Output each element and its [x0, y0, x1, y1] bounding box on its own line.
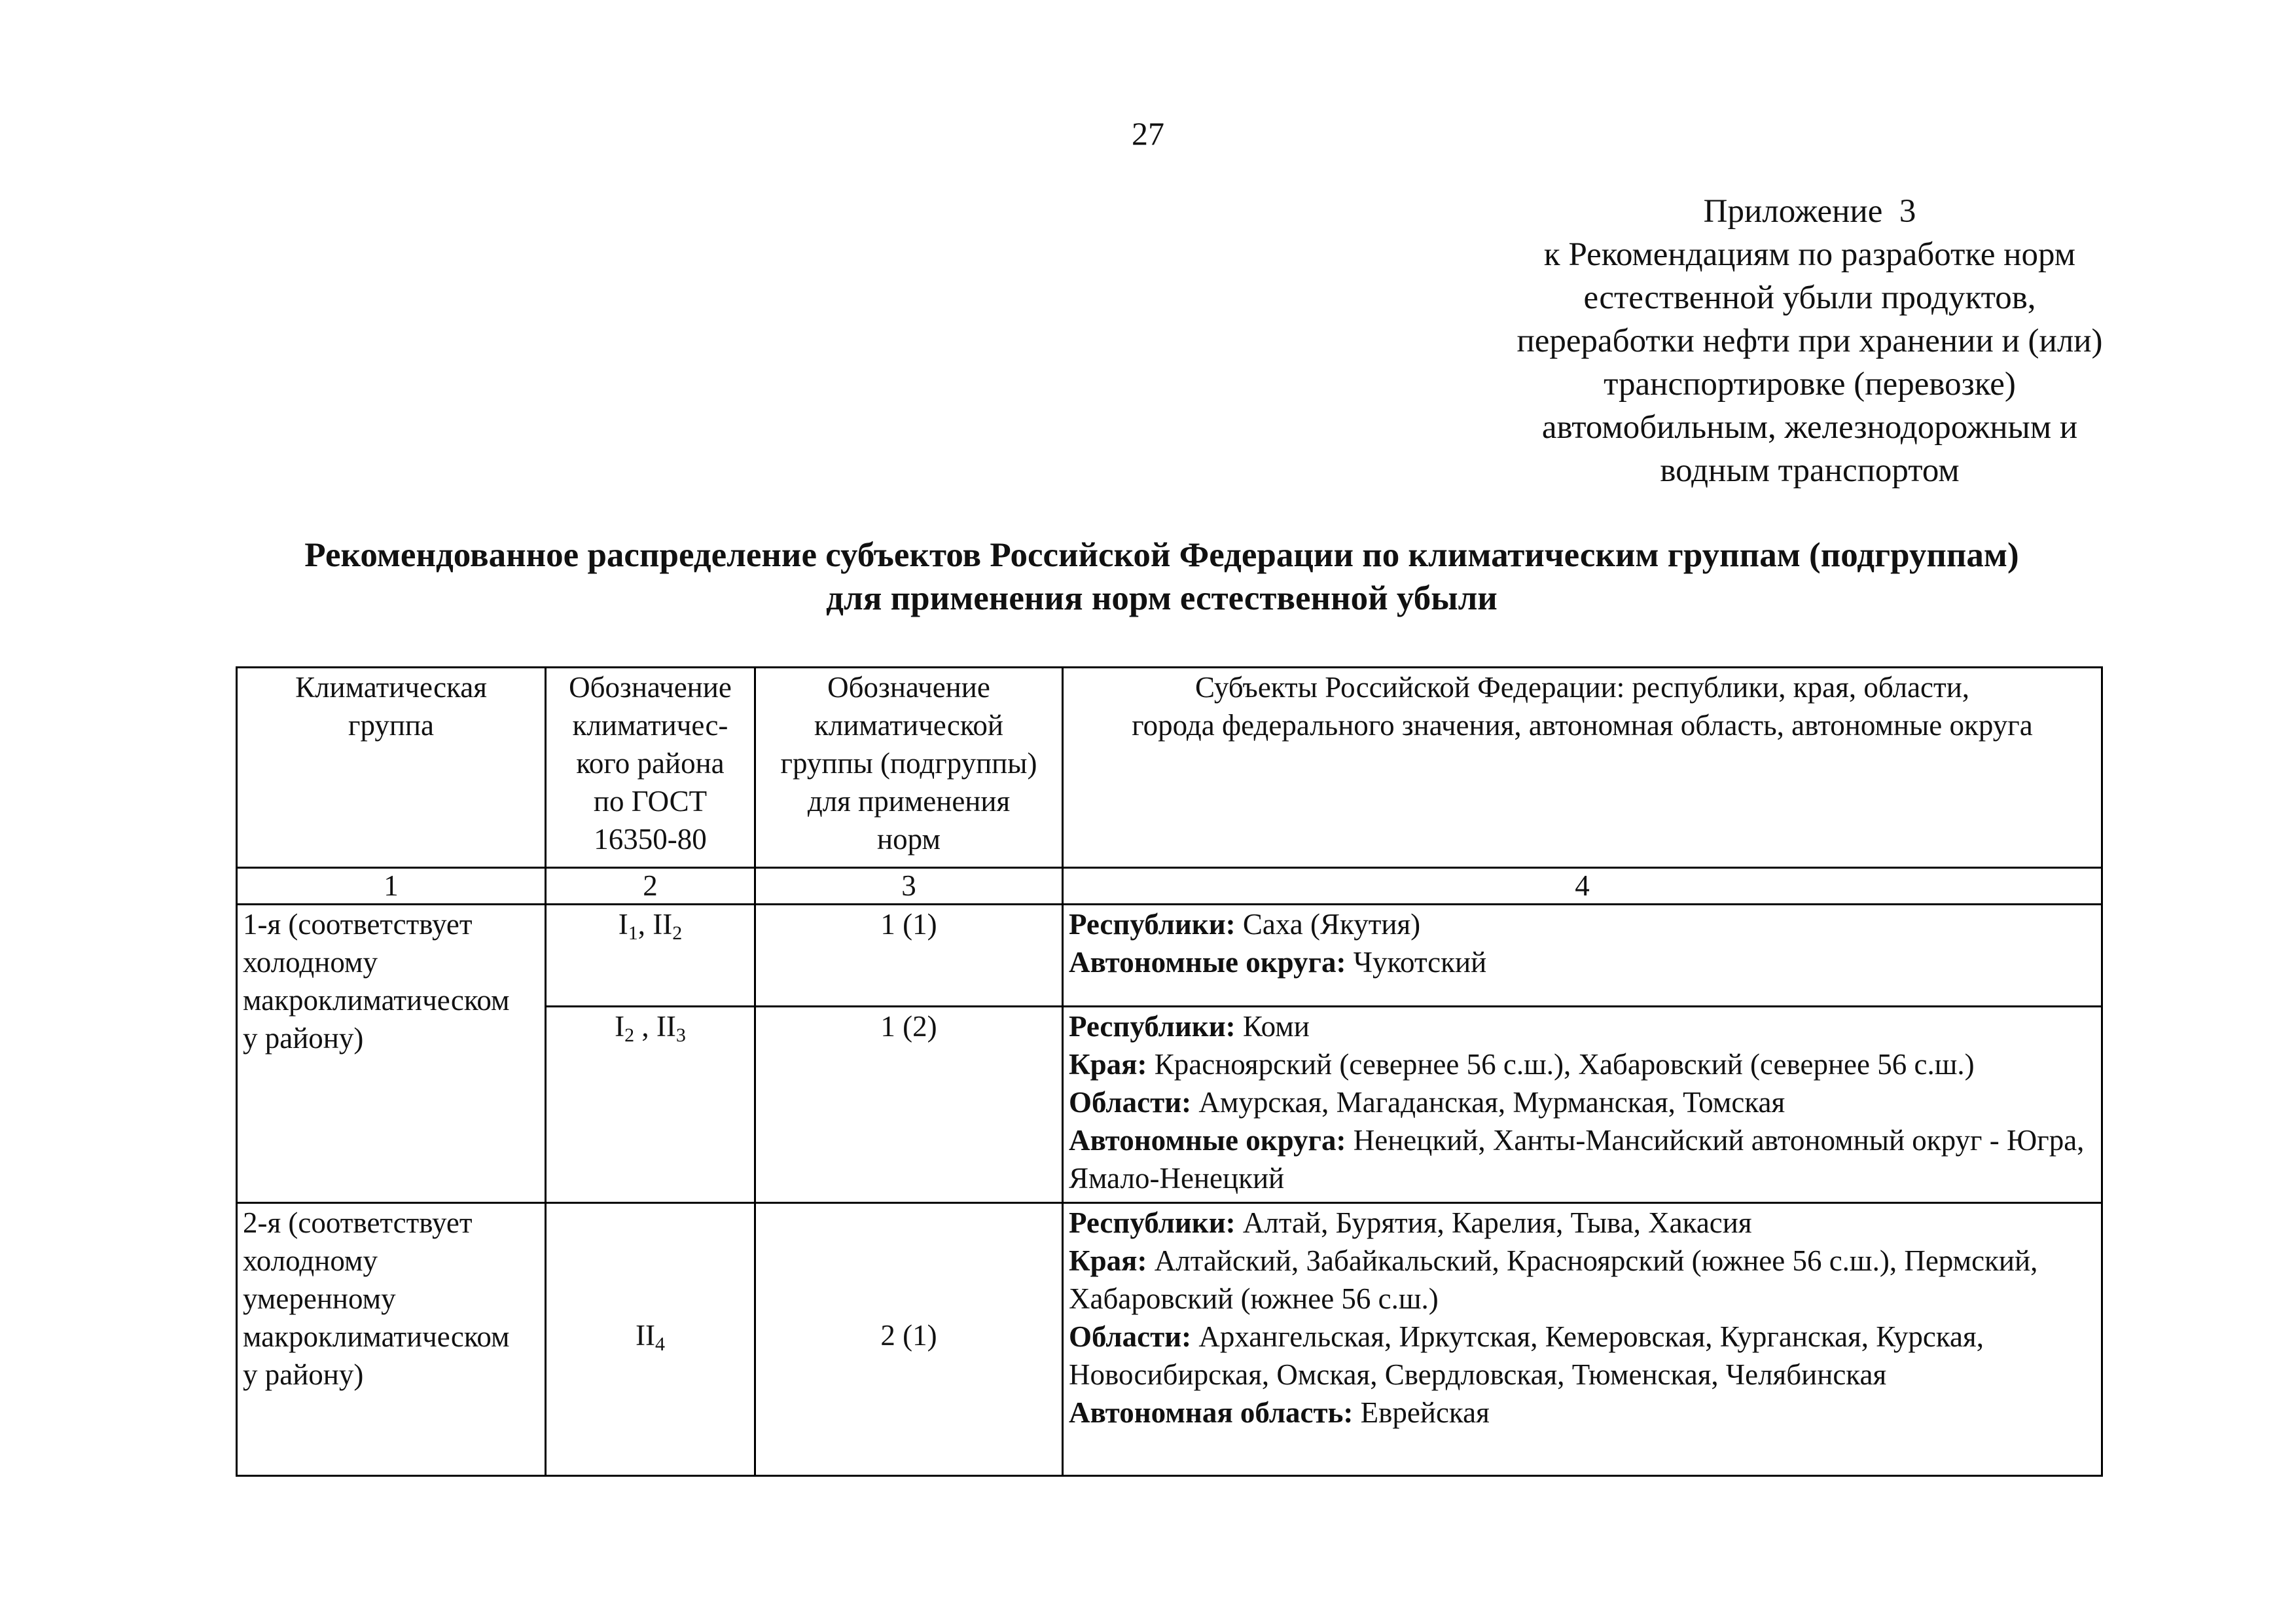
subject-entry: Автономные округа: Ненецкий, Ханты-Мансийский автономный округ - Югра, Ямало-Ненецкий — [1069, 1124, 2085, 1195]
group-line: холодному — [243, 946, 378, 979]
subject-entry: Края: Алтайский, Забайкальский, Красноярский (южнее 56 с.ш.), Пермский, Хабаровский (южнее 56 с.ш.) — [1069, 1244, 2038, 1315]
header-climate-group — [237, 668, 546, 868]
group-cell-1 — [237, 905, 546, 1203]
column-number: 4 — [1063, 868, 2102, 905]
header-line: группы (подгруппы) — [780, 747, 1037, 780]
appendix-caption — [1420, 190, 2199, 492]
column-number: 2 — [546, 868, 755, 905]
subject-entry: Республики: Коми — [1069, 1010, 1310, 1043]
subjects-cell — [1063, 905, 2102, 1007]
header-line: группа — [348, 709, 434, 742]
document-title-line: для применения норм естественной убыли — [826, 579, 1498, 617]
table-header-row — [237, 668, 2102, 868]
column-number: 1 — [237, 868, 546, 905]
header-line: кого района — [576, 747, 725, 780]
page-number: 27 — [1132, 115, 1164, 152]
group-line: макроклиматическом — [243, 984, 510, 1017]
appendix-line: транспортировке (перевозке) — [1604, 366, 2016, 403]
header-line: норм — [877, 823, 941, 856]
header-line: по ГОСТ — [593, 785, 708, 818]
subgroup-cell: 2 (1) — [755, 1203, 1063, 1476]
subjects-cell — [1063, 1203, 2102, 1476]
gost-district-cell: $I_1$, $II_2$ — [546, 905, 755, 1007]
header-line: Обозначение — [569, 671, 732, 704]
header-line: 16350-80 — [594, 823, 707, 856]
group-line: 2-я (соответствует — [243, 1206, 473, 1239]
group-line: 1-я (соответствует — [243, 908, 473, 941]
group-line: макроклиматическом — [243, 1320, 510, 1353]
appendix-line: естественной убыли продуктов, — [1583, 280, 2036, 316]
document-title — [196, 533, 2127, 620]
group-line: умеренному — [243, 1282, 396, 1315]
appendix-line: водным транспортом — [1660, 452, 1960, 489]
appendix-line: Приложение 3 — [1703, 193, 1916, 230]
group-line: у району) — [243, 1358, 364, 1391]
header-line: Климатическая — [295, 671, 487, 704]
appendix-line: переработки нефти при хранении и (или) — [1516, 323, 2103, 359]
header-line: города федерального значения, автономная область, автономные округа — [1132, 709, 2033, 742]
subject-entry: Республики: Саха (Якутия) — [1069, 908, 1421, 941]
header-line: Субъекты Российской Федерации: республики, края, области, — [1194, 671, 1970, 704]
appendix-line: автомобильным, железнодорожным и — [1541, 409, 2078, 446]
header-subgroup — [755, 668, 1063, 868]
table-row — [237, 1203, 2102, 1476]
subject-entry: Края: Красноярский (севернее 56 с.ш.), Хабаровский (севернее 56 с.ш.) — [1069, 1048, 1975, 1081]
subject-entry: Автономные округа: Чукотский — [1069, 946, 1487, 979]
gost-district-cell: $II_4$ — [546, 1203, 755, 1476]
group-line: холодному — [243, 1244, 378, 1277]
climate-groups-table — [236, 666, 2103, 1477]
subgroup-cell: 1 (1) — [755, 905, 1063, 1007]
group-line: у району) — [243, 1022, 364, 1055]
column-number-row — [237, 868, 2102, 905]
group-cell-2 — [237, 1203, 546, 1476]
appendix-line: к Рекомендациям по разработке норм — [1543, 236, 2076, 273]
table-row — [237, 905, 2102, 1007]
subject-entry: Области: Амурская, Магаданская, Мурманская, Томская — [1069, 1086, 1785, 1119]
header-line: климатичес- — [572, 709, 728, 742]
subject-entry: Области: Архангельская, Иркутская, Кемеровская, Курганская, Курская, Новосибирская, Омская, Свердловская, Тюменская, Челябинская — [1069, 1320, 1984, 1391]
document-title-line: Рекомендованное распределение субъектов Российской Федерации по климатическим группам (подгруппам) — [304, 536, 2019, 574]
header-subjects — [1063, 668, 2102, 868]
subjects-cell — [1063, 1007, 2102, 1203]
subject-entry: Республики: Алтай, Бурятия, Карелия, Тыва, Хакасия — [1069, 1206, 1752, 1239]
header-line: Обозначение — [827, 671, 990, 704]
gost-district-cell: $I_2$ , $II_3$ — [546, 1007, 755, 1203]
subgroup-cell: 1 (2) — [755, 1007, 1063, 1203]
column-number: 3 — [755, 868, 1063, 905]
header-gost-district — [546, 668, 755, 868]
subject-entry: Автономная область: Еврейская — [1069, 1396, 1490, 1429]
header-line: климатической — [814, 709, 1003, 742]
header-line: для применения — [807, 785, 1011, 818]
